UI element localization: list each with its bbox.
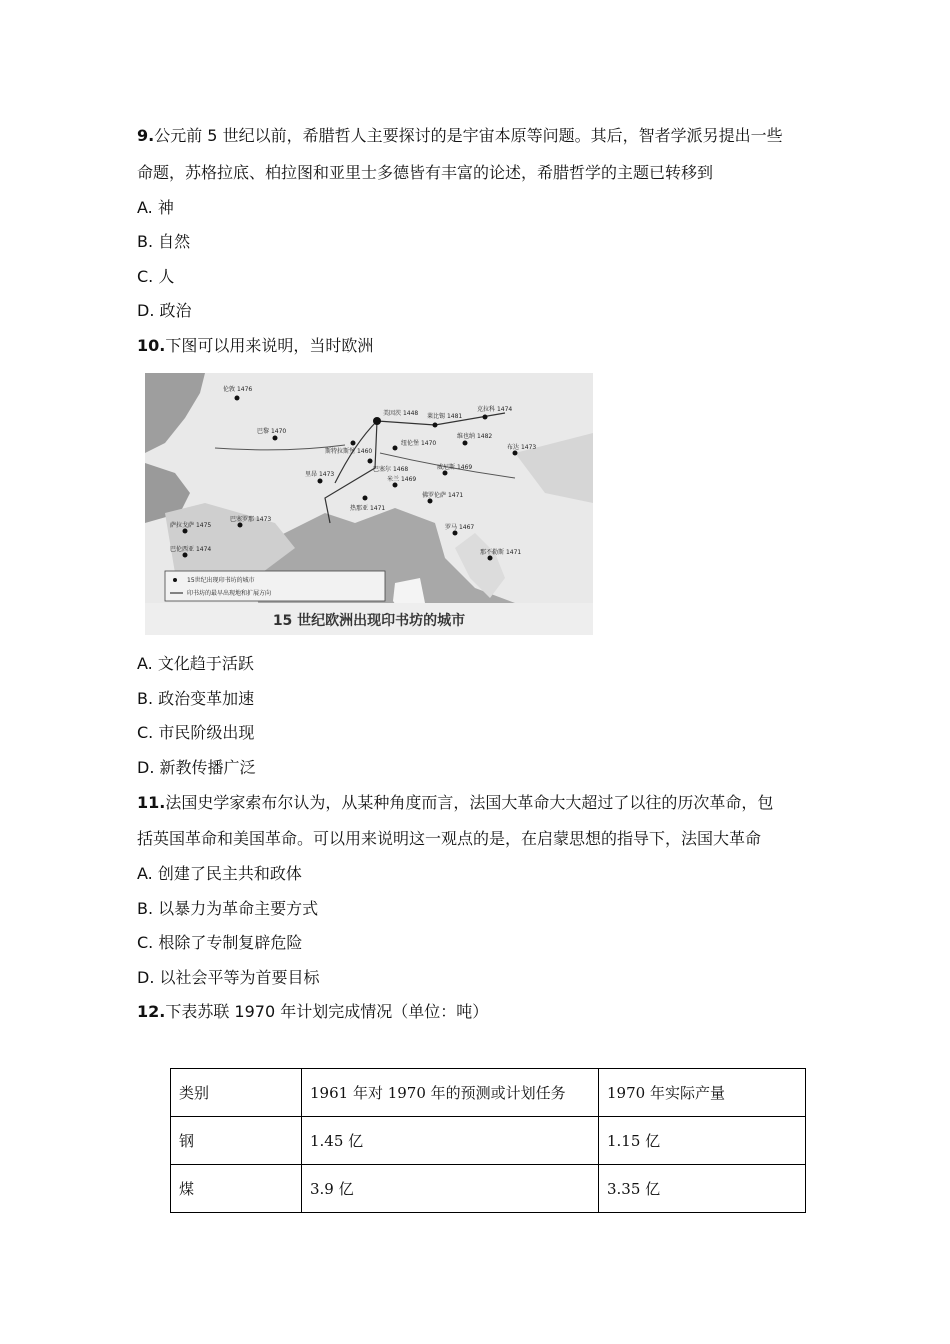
city-label-florence: 佛罗伦萨 1471 [422,492,464,499]
city-marker [273,436,278,441]
q10-number: 10. [137,336,166,355]
q11-option-d: D. 以社会平等为首要目标 [137,968,320,987]
city-label-buda: 布达 1473 [507,444,537,451]
city-label-strasbourg: 斯特拉斯堡 1460 [325,448,373,455]
table-cell: 1.45 亿 [302,1117,599,1165]
city-marker [513,451,518,456]
q9-option-a: A. 神 [137,198,174,217]
q10-stem: 10.下图可以用来说明，当时欧洲 [137,336,374,355]
q10-option-d: D. 新教传播广泛 [137,758,256,777]
city-marker [463,441,468,446]
q9-stem-line2: 命题，苏格拉底、柏拉图和亚里士多德皆有丰富的论述，希腊哲学的主题已转移到 [137,163,714,182]
city-marker [393,483,398,488]
city-label-zaragoza: 萨拉戈萨 1475 [170,522,212,529]
city-marker [488,556,493,561]
city-label-leipzig: 莱比锡 1481 [427,413,463,420]
city-marker [235,396,240,401]
city-marker [363,496,368,501]
city-label-krakow: 克拉科 1474 [477,406,513,413]
city-label-venice: 威尼斯 1469 [437,464,473,471]
legend-dot-icon [173,578,177,582]
q9-stem-line1: 9.公元前 5 世纪以前，希腊哲人主要探讨的是宇宙本原等问题。其后，智者学派另提出一些 [137,126,783,145]
q11-option-a: A. 创建了民主共和政体 [137,864,302,883]
europe-printing-map [145,373,593,635]
table-header-row [171,1069,806,1117]
table-cell: 3.35 亿 [599,1165,806,1213]
legend-city-label: 15世纪出现印书坊的城市 [187,577,255,584]
city-label-vienna: 维也纳 1482 [457,433,493,440]
city-label-genoa: 热那亚 1471 [350,505,386,512]
city-marker [238,523,243,528]
q9-option-b: B. 自然 [137,232,191,251]
q11-number: 11. [137,793,166,812]
city-marker [433,423,438,428]
q11-option-b: B. 以暴力为革命主要方式 [137,899,319,918]
q11-stem-line2: 括英国革命和美国革命。可以用来说明这一观点的是，在启蒙思想的指导下，法国大革命 [137,829,762,848]
q9-option-c: C. 人 [137,267,175,286]
city-label-london: 伦敦 1476 [223,386,253,393]
q12-number: 12. [137,1002,166,1021]
city-label-rome: 罗马 1467 [445,524,475,531]
city-marker [318,479,323,484]
city-marker [483,415,488,420]
city-marker [351,441,356,446]
table-cell: 3.9 亿 [302,1165,599,1213]
q10-option-a: A. 文化趋于活跃 [137,654,254,673]
city-label-mainz: 美因茨 1448 [383,410,419,417]
city-marker [368,459,373,464]
soviet-plan-table [170,1068,806,1213]
city-label-lyon: 里昂 1473 [305,471,335,478]
city-marker [453,531,458,536]
city-marker [183,553,188,558]
table-cell: 1.15 亿 [599,1117,806,1165]
city-label-basel: 巴塞尔 1468 [373,466,409,473]
table-row [171,1117,806,1165]
map-caption: 15 世纪欧洲出现印书坊的城市 [272,613,466,629]
table-row [171,1165,806,1213]
city-label-valencia: 巴伦西亚 1474 [170,546,212,553]
city-label-naples: 那不勒斯 1471 [480,549,522,556]
city-marker [428,499,433,504]
city-marker [443,471,448,476]
city-label-milan: 米兰 1469 [387,476,417,483]
city-label-paris: 巴黎 1470 [257,428,287,435]
table-header-cell: 1970 年实际产量 [599,1069,806,1117]
city-marker-origin [373,417,381,425]
q11-stem-line1: 11.法国史学家索布尔认为，从某种角度而言，法国大革命大大超过了以往的历次革命，包 [137,793,774,812]
q12-stem: 12.下表苏联 1970 年计划完成情况（单位：吨） [137,1002,489,1021]
q11-option-c: C. 根除了专制复辟危险 [137,933,303,952]
city-label-nuremberg: 纽伦堡 1470 [401,440,437,447]
q9-number: 9. [137,126,155,145]
city-marker [393,446,398,451]
q10-option-c: C. 市民阶级出现 [137,723,255,742]
table-header-cell: 类别 [171,1069,302,1117]
table-header-cell: 1961 年对 1970 年的预测或计划任务 [302,1069,599,1117]
q10-option-b: B. 政治变革加速 [137,689,255,708]
table-cell: 钢 [171,1117,302,1165]
q9-option-d: D. 政治 [137,301,192,320]
table-cell: 煤 [171,1165,302,1213]
city-label-barcelona: 巴塞罗那 1473 [230,516,272,523]
city-marker [183,529,188,534]
legend-route-label: 印书坊的最早出现地和扩展方向 [187,590,272,597]
